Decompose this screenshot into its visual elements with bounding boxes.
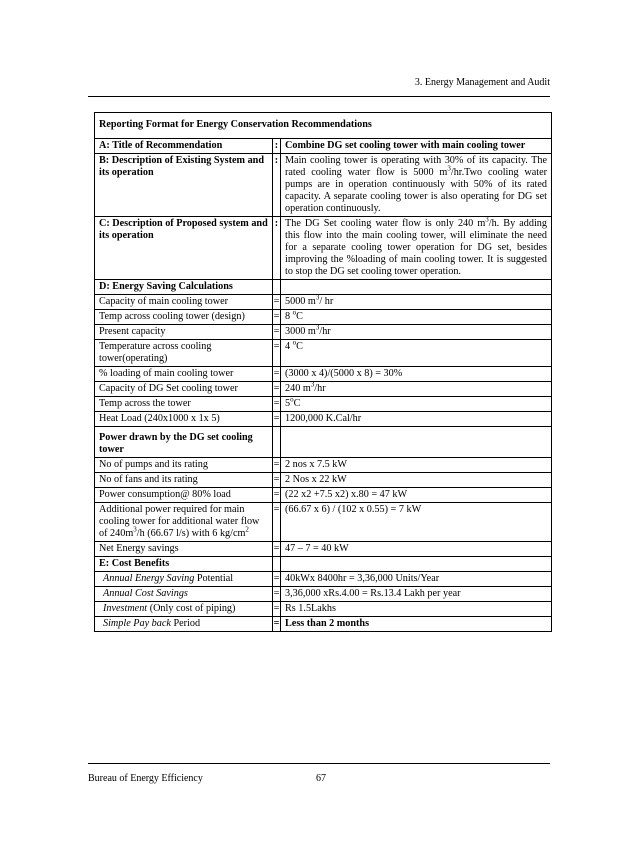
calc-label: % loading of main cooling tower [95, 367, 273, 382]
calc-sep: = [273, 382, 281, 397]
heading-e: E: Cost Benefits [95, 557, 273, 572]
calc-label: Temperature across cooling tower(operating) [95, 340, 273, 367]
cost-sep: = [273, 572, 281, 587]
power-label: No of fans and its rating [95, 473, 273, 488]
calc-label: Temp across cooling tower (design) [95, 310, 273, 325]
cost-value: Rs 1.5Lakhs [281, 602, 552, 617]
power-value: (22 x2 +7.5 x2) x.80 = 47 kW [281, 488, 552, 503]
table-row [95, 367, 552, 382]
calc-sep: = [273, 397, 281, 412]
table-title: Reporting Format for Energy Conservation Recommendations [95, 113, 552, 139]
calc-label: Temp across the tower [95, 397, 273, 412]
row-additional [95, 503, 552, 542]
power-sep: = [273, 473, 281, 488]
table-row [95, 572, 552, 587]
row-b [95, 154, 552, 217]
power-value: 2 Nos x 22 kW [281, 473, 552, 488]
row-c [95, 217, 552, 280]
calc-value: (3000 x 4)/(5000 x 8) = 30% [281, 367, 552, 382]
table-row [95, 412, 552, 427]
row-e-heading [95, 557, 552, 572]
table-row [95, 340, 552, 367]
power-label: Power consumption@ 80% load [95, 488, 273, 503]
calc-value: 240 $m^3/hr$ [281, 382, 552, 397]
label-c: C: Description of Proposed system and its operation [95, 217, 273, 280]
cost-value: Less than 2 months [281, 617, 552, 632]
row-net [95, 542, 552, 557]
power-value: 2 nos x 7.5 kW [281, 458, 552, 473]
table-row [95, 587, 552, 602]
table-row [95, 310, 552, 325]
heading-d: D: Energy Saving Calculations [95, 280, 273, 295]
calc-label: Heat Load (240x1000 x 1x 5) [95, 412, 273, 427]
calc-value: 4 $^o$C [281, 340, 552, 367]
cost-label: Annual Energy Saving Potential [95, 572, 273, 587]
table-row [95, 397, 552, 412]
power-sep: = [273, 488, 281, 503]
calc-value: 8 $^o$C [281, 310, 552, 325]
footer-rule [88, 763, 550, 764]
label-b: B: Description of Existing System and its operation [95, 154, 273, 217]
calc-value: 1200,000 K.Cal/hr [281, 412, 552, 427]
calc-sep: = [273, 325, 281, 340]
header-rule [88, 96, 550, 97]
page-number: 67 [316, 773, 326, 784]
cost-sep: = [273, 587, 281, 602]
cost-value: 40kWx 8400hr = 3,36,000 Units/Year [281, 572, 552, 587]
table-row [95, 473, 552, 488]
value-c: The DG Set cooling water flow is only 240 $m^3/h$. By adding this flow into the main cooling tower, will eliminate the need for a separate cooling tower operation for DG set, besides improving the %loading of main cooling tower. It is suggested to stop the DG set cooling tower operation. [281, 217, 552, 280]
calc-sep: = [273, 367, 281, 382]
cost-rows [95, 572, 552, 632]
cost-sep: = [273, 602, 281, 617]
row-power-heading [95, 427, 552, 458]
label-a: A: Title of Recommendation [95, 139, 273, 154]
calc-sep: = [273, 412, 281, 427]
power-rows [95, 458, 552, 503]
chapter-header: 3. Energy Management and Audit [414, 77, 550, 88]
value-additional: (66.67 x 6) / (102 x 0.55) = 7 kW [281, 503, 552, 542]
label-additional: Additional power required for main cooling tower for additional water flow of $240m^3/h$ (66.67 l/s) with 6 $kg/cm^2$ [95, 503, 273, 542]
sep-net: = [273, 542, 281, 557]
calc-sep: = [273, 295, 281, 310]
calc-label: Capacity of main cooling tower [95, 295, 273, 310]
table-row [95, 295, 552, 310]
label-net: Net Energy savings [95, 542, 273, 557]
table-title-row [95, 113, 552, 139]
sep-a: : [273, 139, 281, 154]
table-row [95, 458, 552, 473]
table-row [95, 617, 552, 632]
cost-label: Investment (Only cost of piping) [95, 602, 273, 617]
table-row [95, 382, 552, 397]
calc-value: 3000 $m^3/hr$ [281, 325, 552, 340]
footer-org: Bureau of Energy Efficiency [88, 773, 203, 784]
cost-label: Simple Pay back Period [95, 617, 273, 632]
power-sep: = [273, 458, 281, 473]
calc-value: 5$^o$C [281, 397, 552, 412]
calc-label: Capacity of DG Set cooling tower [95, 382, 273, 397]
sep-b: : [273, 154, 281, 217]
calc-rows [95, 295, 552, 427]
value-net: 47 – 7 = 40 kW [281, 542, 552, 557]
calc-sep: = [273, 310, 281, 325]
calc-label: Present capacity [95, 325, 273, 340]
recommendation-table [94, 112, 552, 632]
cost-label: Annual Cost Savings [95, 587, 273, 602]
sep-c: : [273, 217, 281, 280]
table-row [95, 488, 552, 503]
sep-additional: = [273, 503, 281, 542]
heading-power: Power drawn by the DG set cooling tower [95, 427, 273, 458]
row-a [95, 139, 552, 154]
row-d-heading [95, 280, 552, 295]
cost-sep: = [273, 617, 281, 632]
calc-sep: = [273, 340, 281, 367]
value-b: Main cooling tower is operating with 30% of its capacity. The rated cooling water flow is 5000 $m^3/hr.Two$ cooling water pumps are in operation continuously with 50% of its rated capacity. A separate cooling tower is also operating for DG set operation continuously. [281, 154, 552, 217]
table-row [95, 602, 552, 617]
power-label: No of pumps and its rating [95, 458, 273, 473]
cost-value: 3,36,000 xRs.4.00 = Rs.13.4 Lakh per year [281, 587, 552, 602]
calc-value: 5000 $m^3/$ hr [281, 295, 552, 310]
table-row [95, 325, 552, 340]
value-a: Combine DG set cooling tower with main cooling tower [281, 139, 552, 154]
